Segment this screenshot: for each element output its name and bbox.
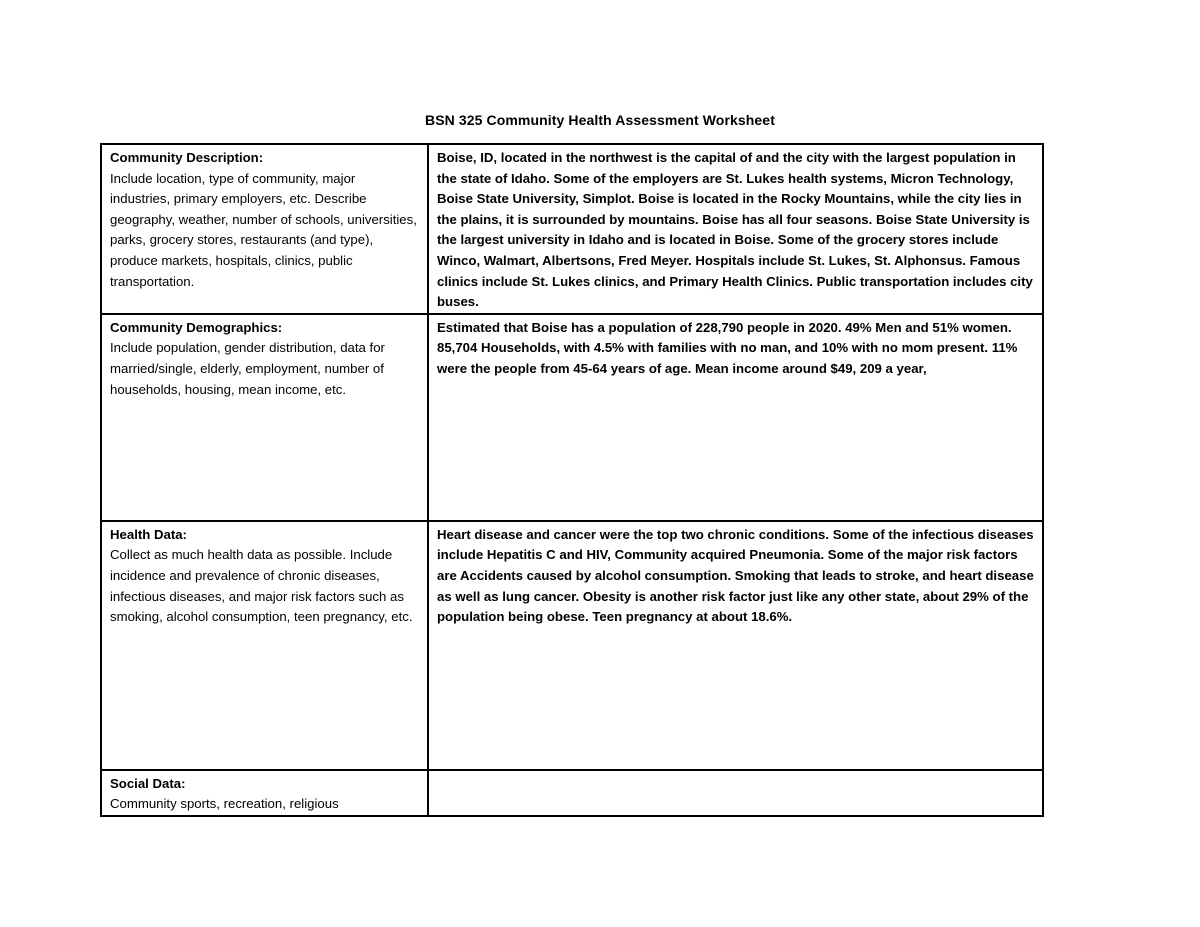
table-row-community-description [101, 144, 1043, 314]
section-prompt: Include location, type of community, major industries, primary employers, etc. Describe geography, weather, number of schools, universities, parks, grocery stores, restaurants (and type), produce markets, hospitals, clinics, public transportation. [110, 170, 417, 289]
section-answer: Heart disease and cancer were the top two chronic conditions. Some of the infectious diseases include Hepatitis C and HIV, Community acquired Pneumonia. Some of the major risk factors are Accidents caused by alcohol consumption. Smoking that leads to stroke, and heart disease as well as lung cancer. Obesity is another risk factor just like any other state, about 29% of the population being obese. Teen pregnancy at about 18.6%. [437, 526, 1034, 625]
label-cell [101, 770, 428, 816]
answer-cell[interactable] [428, 521, 1043, 770]
label-cell [101, 521, 428, 770]
answer-cell[interactable] [428, 144, 1043, 314]
answer-cell[interactable] [428, 770, 1043, 816]
assessment-table [100, 143, 1044, 817]
section-prompt: Include population, gender distribution, data for married/single, elderly, employment, number of households, housing, mean income, etc. [110, 340, 385, 397]
section-prompt: Collect as much health data as possible. Include incidence and prevalence of chronic diseases, infectious diseases, and major risk factors such as smoking, alcohol consumption, teen pregnancy, etc. [110, 547, 413, 625]
section-heading: Health Data: [110, 526, 187, 542]
section-heading: Community Demographics: [110, 319, 283, 335]
answer-cell[interactable] [428, 314, 1043, 521]
label-cell [101, 314, 428, 521]
section-answer: Boise, ID, located in the northwest is the capital of and the city with the largest population in the state of Idaho. Some of the employers are St. Lukes health systems, Micron Technology, Boise State University, Simplot. Boise is located in the Rocky Mountains, while the city lies in the plains, it is surrounded by mountains. Boise has all four seasons. Boise State University is the largest university in Idaho and is located in Boise. Some of the grocery stores include Winco, Walmart, Albertsons, Fred Meyer. Hospitals include St. Lukes, St. Alphonsus. Famous clinics include St. Lukes clinics, and Primary Health Clinics. Public transportation includes city buses. [437, 150, 1033, 310]
section-heading: Community Description: [110, 150, 264, 165]
section-heading: Social Data: [110, 775, 186, 791]
label-cell [101, 144, 428, 314]
page-title: BSN 325 Community Health Assessment Worksheet [425, 112, 775, 128]
table-row-social-data [101, 770, 1043, 816]
section-answer: Estimated that Boise has a population of 228,790 people in 2020. 49% Men and 51% women. 85,704 Households, with 4.5% with families with no man, and 10% with no mom present. 11% were the people from 45-64 years of age. Mean income around $49, 209 a year, [437, 319, 1018, 376]
table-row-community-demographics [101, 314, 1043, 521]
section-prompt: Community sports, recreation, religious [110, 796, 339, 812]
table-row-health-data [101, 521, 1043, 770]
